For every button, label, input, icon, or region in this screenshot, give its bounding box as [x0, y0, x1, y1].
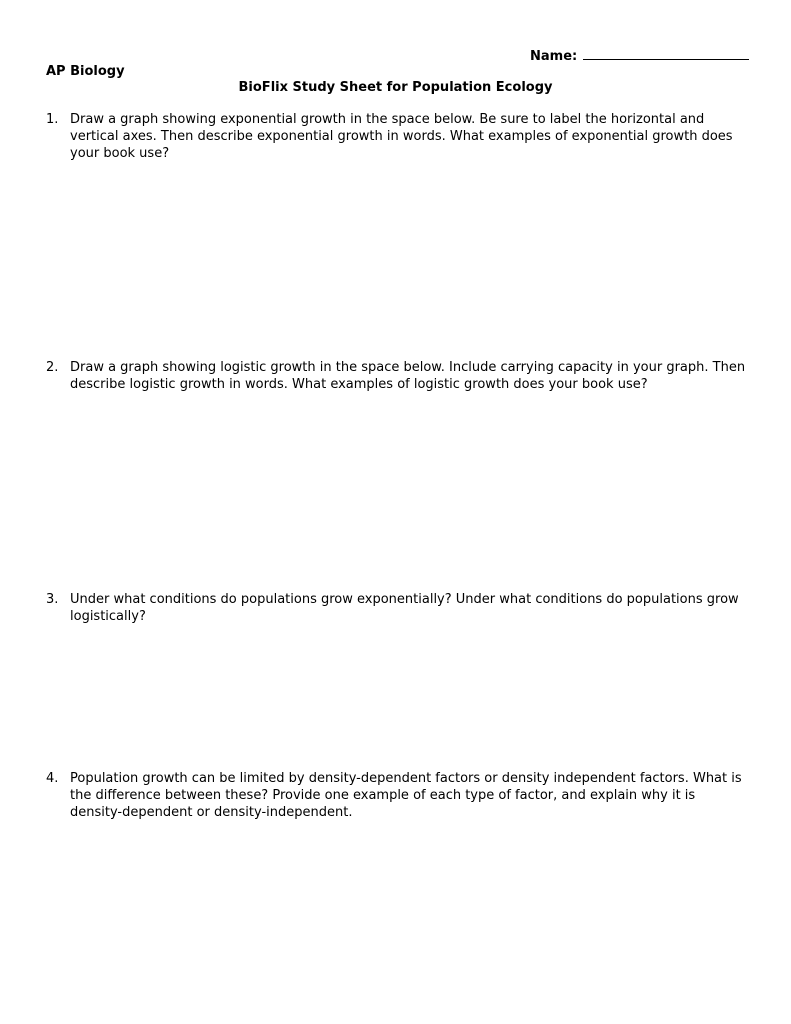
- question-2: [46, 359, 746, 393]
- name-blank-line[interactable]: [583, 46, 749, 60]
- question-4: [46, 770, 746, 821]
- question-number: 4.: [46, 771, 59, 786]
- question-number: 3.: [46, 592, 59, 607]
- question-number: 1.: [46, 112, 59, 127]
- question-3: [46, 591, 746, 625]
- question-1: [46, 111, 746, 162]
- question-text: Under what conditions do populations grow exponentially? Under what conditions do populations grow logistically?: [70, 592, 739, 624]
- question-text: Draw a graph showing logistic growth in the space below. Include carrying capacity in your graph. Then describe logistic growth in words. What examples of logistic growth does your book use?: [70, 360, 746, 392]
- question-number: 2.: [46, 360, 59, 375]
- question-text: Population growth can be limited by density-dependent factors or density independent factors. What is the difference between these? Provide one example of each type of factor, and explain why it is density-dependent or density-independent.: [70, 771, 742, 820]
- course-title: AP Biology: [46, 64, 125, 79]
- question-text: Draw a graph showing exponential growth in the space below. Be sure to label the horizontal and vertical axes. Then describe exponential growth in words. What examples of exponential growth does your book use?: [70, 112, 733, 161]
- name-field[interactable]: [530, 46, 749, 65]
- name-label: Name:: [530, 49, 578, 64]
- page-title: BioFlix Study Sheet for Population Ecology: [238, 80, 553, 95]
